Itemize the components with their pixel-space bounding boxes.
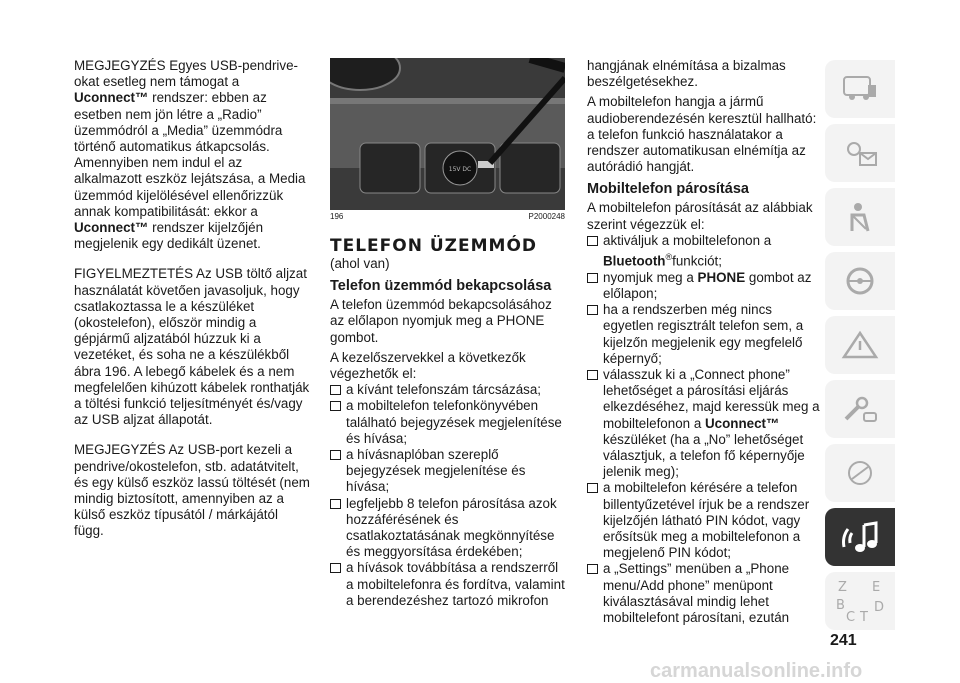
list-item: legfeljebb 8 telefon párosítása azok hozzáférésének és csatlakoztatásának megkönnyítése és meggyorsítása érdekében; <box>330 496 565 561</box>
note-usb-port: MEGJEGYZÉS Az USB-port kezeli a pendrive/okostelefon, stb. adatátvitelt, és egy külső eszköz lassú töltését (nem mindig biztosított, amennyiben az a külső eszköz típusától / márkájától függ. <box>74 442 310 539</box>
watermark: carmanualsonline.info <box>650 660 863 682</box>
checkbox-bullet-icon <box>587 273 598 283</box>
column-right <box>587 58 824 626</box>
figure-caption <box>330 212 565 221</box>
heading-pairing: Mobiltelefon párosítása <box>587 181 749 198</box>
checkbox-bullet-icon <box>587 236 598 246</box>
tab-starting-driving[interactable] <box>825 252 895 310</box>
paragraph-audio: A mobiltelefon hangja a jármű audioberendezésén keresztül hallható: a telefon funkció használatakor a rendszer automatikusan elnémítja az autórádió hangját. <box>587 94 817 175</box>
note-usb-support: MEGJEGYZÉS Egyes USB-pendrive-okat esetleg nem támogat a Uconnect™ rendszer: ebben az esetben nem jön létre a „Radio” üzemmódról a „Media” üzemmódra történő automatikus átkapcsolás. Amennyiben nem indul el az alkalmazott eszköz lejátszása, a Media üzemmód kijelölésével ellenőrizzük annak kompatibilitását: ekkor a Uconnect™ rendszer kijelzőjén megjelenik egy dedikált üzenet. <box>74 58 306 252</box>
paragraph-controls: A kezelőszervekkel a következők végezhetők el: <box>330 349 526 382</box>
chapter-tabs <box>825 60 895 636</box>
list-item: aktiváljuk a mobiltelefonon a Bluetooth®funkciót; <box>587 233 824 270</box>
svg-text:D: D <box>874 600 885 615</box>
checkbox-bullet-icon <box>330 563 341 573</box>
section-subtitle: (ahol van) <box>330 256 390 271</box>
svg-text:B: B <box>836 598 845 613</box>
checkbox-bullet-icon <box>330 450 341 460</box>
tab-index[interactable] <box>825 572 895 630</box>
list-item: a kívánt telefonszám tárcsázása; <box>330 382 565 398</box>
checkbox-bullet-icon <box>330 401 341 411</box>
multimedia-note-icon <box>838 519 882 555</box>
tab-safety[interactable] <box>825 188 895 246</box>
seatbelt-icon <box>840 201 880 233</box>
wrench-car-icon <box>840 393 880 425</box>
tab-dashboard[interactable] <box>825 60 895 118</box>
list-item: a hívások továbbítása a rendszerről a mobiltelefonra és fordítva, valamint a berendezéshez tartozó mikrofon <box>330 560 565 609</box>
tab-emergency[interactable] <box>825 316 895 374</box>
warning-triangle-icon <box>840 329 880 361</box>
checkbox-bullet-icon <box>587 370 598 380</box>
socket-label: 15V DC <box>448 166 472 173</box>
list-item: a „Settings” menüben a „Phone menu/Add phone” menüpont kiválasztásával mindig lehet mobiltelefont párosítani, ezután <box>587 561 824 626</box>
page-number: 241 <box>830 632 857 649</box>
paragraph-mute: hangjának elnémítása a bizalmas beszélgetésekhez. <box>587 58 786 90</box>
paragraph-phone-on: A telefon üzemmód bekapcsolásához az előlapon nyomjuk meg a PHONE gombot. <box>330 297 552 345</box>
list-item: ha a rendszerben még nincs egyetlen regisztrált telefon sem, a kijelzőn megjelenik egy megfelelő képernyő; <box>587 302 824 367</box>
list-item: nyomjuk meg a PHONE gombot az előlapon; <box>587 270 824 302</box>
checkbox-bullet-icon <box>587 305 598 315</box>
checkbox-bullet-icon <box>587 483 598 493</box>
tab-technical-data[interactable] <box>825 444 895 502</box>
sun-envelope-icon <box>840 137 880 169</box>
list-item: a mobiltelefon telefonkönyvében található bejegyzések megjelenítése és hívása; <box>330 398 565 447</box>
paragraph-pairing: A mobiltelefon párosítását az alábbiak szerint végezzük el: <box>587 200 813 232</box>
warning-usb-charging: FIGYELMEZTETÉS Az USB töltő aljzat használatát követően javasoljuk, hogy csatlakoztassa le a készüléket (okostelefon), először mindig a gépjármű aljzatából húzzuk ki a vezetéket, és soha ne a készülékből ábra 196. A lebegő kábelek és a nem megfelelően kihúzott kábelek ronthatják a töltési funkció teljesítményét és/vagy az USB aljzat állapotát. <box>74 266 310 428</box>
column-left <box>74 58 310 550</box>
tab-maintenance[interactable] <box>825 380 895 438</box>
heading-phone-mode-on: Telefon üzemmód bekapcsolása <box>330 278 552 295</box>
list-item: a mobiltelefon kérésére a telefon billentyűzetével írjuk be a rendszer kijelzőjén látható PIN kódot, vagy erősítsük meg a mobiltelefonon a megjelenő PIN kódot; <box>587 480 824 561</box>
car-dashboard-icon <box>840 73 880 105</box>
tab-warning-lights[interactable] <box>825 124 895 182</box>
list-item: a hívásnaplóban szereplő bejegyzések megjelenítése és hívása; <box>330 447 565 496</box>
checkbox-bullet-icon <box>330 385 341 395</box>
steering-wheel-icon <box>840 265 880 297</box>
svg-text:E: E <box>872 580 881 595</box>
figure-usb-photo <box>330 58 565 210</box>
tab-multimedia[interactable] <box>825 508 895 566</box>
tech-data-icon <box>840 457 880 489</box>
svg-text:T: T <box>860 610 868 625</box>
column-middle <box>330 236 565 609</box>
alphabet-index-icon <box>832 577 888 625</box>
svg-text:C: C <box>846 610 856 625</box>
usb-socket-illustration <box>330 58 565 210</box>
figure-number: 196 <box>330 212 344 221</box>
section-title: TELEFON ÜZEMMÓD <box>330 236 538 256</box>
figure-code: P2000248 <box>528 212 565 221</box>
checkbox-bullet-icon <box>587 564 598 574</box>
svg-text:Z: Z <box>838 580 847 595</box>
checkbox-bullet-icon <box>330 499 341 509</box>
list-item: válasszuk ki a „Connect phone” lehetőséget a párosítási eljárás elkezdéséhez, majd keressük meg a mobiltelefonon a Uconnect™ készüléket (ha a „No” lehetőséget választjuk, a telefon fő képernyője jelenik meg); <box>587 367 824 480</box>
